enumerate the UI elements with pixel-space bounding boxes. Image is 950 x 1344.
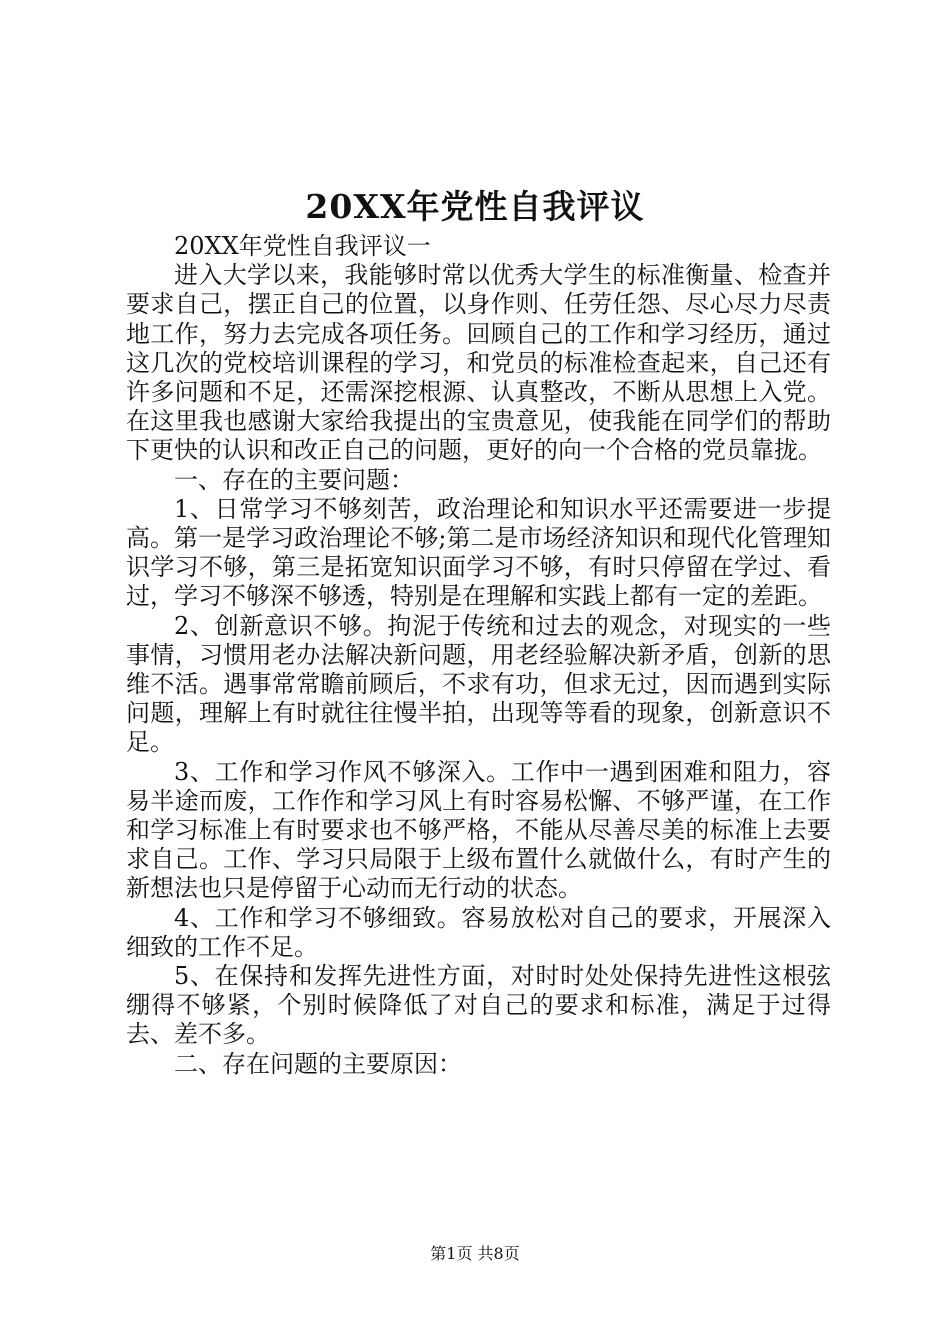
paragraph-problem-2: 2、创新意识不够。拘泥于传统和过去的观念，对现实的一些事情，习惯用老办法解决新问题，用老经验解决新矛盾，创新的思维不活。遇事常常瞻前顾后，不求有功，但求无过，因而遇到实际问题，理解上有时就往往慢半拍，出现等等看的现象，创新意识不足。 [126, 611, 831, 757]
paragraph-problem-1: 1、日常学习不够刻苦，政治理论和知识水平还需要进一步提高。第一是学习政治理论不够;第二是市场经济知识和现代化管理知识学习不够，第三是拓宽知识面学习不够，有时只停留在学过、看过，学习不够深不够透，特别是在理解和实践上都有一定的差距。 [126, 494, 831, 611]
paragraph-subtitle: 20XX年党性自我评议一 [174, 232, 431, 260]
document-body [126, 232, 831, 1079]
paragraph-problem-4: 4、工作和学习不够细致。容易放松对自己的要求，开展深入细致的工作不足。 [126, 903, 831, 961]
section-heading-main-causes: 二、存在问题的主要原因： [174, 1049, 462, 1078]
section-heading-main-problems: 一、存在的主要问题： [174, 465, 414, 494]
paragraph-problem-5: 5、在保持和发挥先进性方面，对时时处处保持先进性这根弦绷得不够紧，个别时候降低了对自己的要求和标准，满足于过得去、差不多。 [126, 962, 831, 1049]
document-title: 20XX年党性自我评议 [305, 187, 645, 226]
page-number-footer: 第1页 共8页 [430, 1244, 520, 1263]
paragraph-problem-3: 3、工作和学习作风不够深入。工作中一遇到困难和阻力，容易半途而废，工作作和学习风上有时容易松懈、不够严谨，在工作和学习标准上有时要求也不够严格，不能从尽善尽美的标准上去要求自己。工作、学习只局限于上级布置什么就做什么，有时产生的新想法也只是停留于心动而无行动的状态。 [126, 757, 831, 903]
paragraph-intro: 进入大学以来，我能够时常以优秀大学生的标准衡量、检查并要求自己，摆正自己的位置，以身作则、任劳任怨、尽心尽力尽责地工作，努力去完成各项任务。回顾自己的工作和学习经历，通过这几次的党校培训课程的学习，和党员的标准检查起来，自己还有许多问题和不足，还需深挖根源、认真整改，不断从思想上入党。在这里我也感谢大家给我提出的宝贵意见，使我能在同学们的帮助下更快的认识和改正自己的问题，更好的向一个合格的党员靠拢。 [126, 261, 831, 465]
